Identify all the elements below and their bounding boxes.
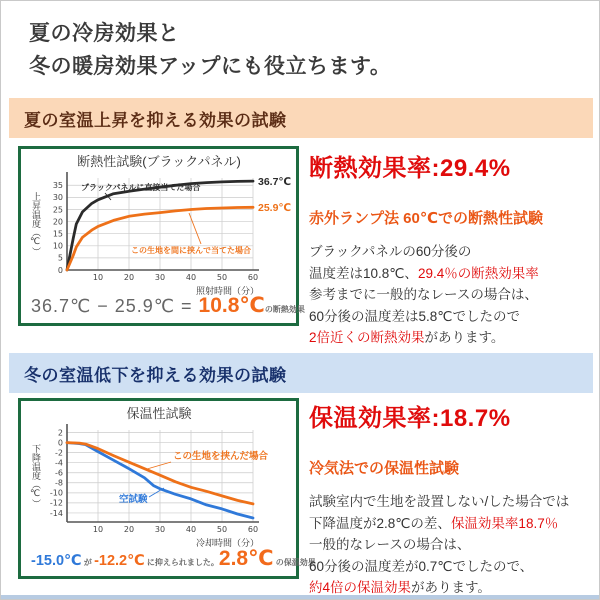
- body-line: [309, 534, 597, 556]
- body-line: [309, 284, 597, 306]
- svg-text:-12: -12: [49, 498, 63, 508]
- retention-description: [309, 491, 597, 599]
- text-segment: があります。: [411, 580, 491, 595]
- svg-text:この生地を間に挟んで当てた場合: この生地を間に挟んで当てた場合: [130, 246, 251, 255]
- text-segment: の保温効果: [273, 558, 316, 567]
- body-line: [309, 327, 597, 349]
- winter-section-header: [9, 353, 593, 393]
- text-segment: ブラックパネルの60分後の: [309, 244, 472, 259]
- svg-text:50: 50: [216, 525, 227, 534]
- svg-text:25: 25: [52, 205, 63, 215]
- svg-text:保温性試験: 保温性試験: [125, 406, 192, 421]
- text-segment: に抑えられました。: [144, 558, 219, 567]
- svg-text:2: 2: [57, 428, 63, 438]
- retention-rate-headline: 保温効果率:18.7%: [309, 405, 511, 432]
- text-segment: の断熱効果: [264, 305, 305, 314]
- insulation-line-chart: [23, 150, 295, 300]
- svg-text:この生地を挟んだ場合: この生地を挟んだ場合: [172, 451, 268, 462]
- body-line: [309, 556, 597, 578]
- svg-text:10: 10: [92, 525, 103, 534]
- retention-method-subtitle: 冷気法での保温性試験: [309, 460, 460, 477]
- heat-retention-line-chart: [23, 402, 295, 554]
- svg-text:0: 0: [57, 438, 63, 448]
- svg-text:-2: -2: [54, 448, 63, 458]
- svg-text:30: 30: [154, 525, 165, 534]
- heat-retention-formula: [31, 546, 316, 571]
- bottom-divider: [1, 595, 600, 600]
- svg-text:下降温度（℃）: 下降温度（℃）: [30, 444, 41, 508]
- svg-text:20: 20: [52, 217, 63, 227]
- svg-text:10: 10: [92, 273, 103, 282]
- svg-text:25.9℃: 25.9℃: [257, 202, 291, 214]
- text-segment: 下降温度が2.8℃の差、: [309, 515, 451, 531]
- svg-text:-10: -10: [49, 488, 63, 498]
- body-line: [309, 263, 597, 285]
- text-segment: 10.8℃: [198, 294, 265, 317]
- text-segment: 参考までに一般的なレースの場合は、: [309, 287, 538, 302]
- winter-result-column: [309, 398, 597, 599]
- text-segment: 36.7℃ − 25.9℃ =: [31, 296, 199, 316]
- svg-text:-14: -14: [49, 508, 63, 518]
- svg-text:36.7℃: 36.7℃: [257, 176, 291, 188]
- svg-text:30: 30: [154, 273, 165, 282]
- page-title-line2: 冬の暖房効果アップにも役立ちます。: [29, 55, 392, 78]
- svg-text:-6: -6: [54, 468, 63, 478]
- svg-text:60: 60: [247, 273, 258, 282]
- summer-result-column: [309, 148, 597, 349]
- summer-section-header-label: 夏の室温上昇を抑える効果の試験: [24, 110, 287, 130]
- svg-text:60: 60: [247, 525, 258, 534]
- text-segment: 一般的なレースの場合は、: [309, 537, 471, 552]
- svg-text:20: 20: [123, 273, 134, 282]
- body-line: [309, 491, 597, 513]
- svg-text:上昇温度（℃）: 上昇温度（℃）: [30, 192, 41, 256]
- text-segment: 試験室内で生地を設置しない/した場合では: [309, 494, 570, 509]
- text-segment: が: [81, 558, 95, 567]
- text-segment: 29.4％の断熱効果率: [417, 265, 539, 281]
- text-segment: -15.0℃: [31, 553, 82, 569]
- body-line: [309, 513, 597, 535]
- svg-text:40: 40: [185, 273, 196, 282]
- svg-text:-4: -4: [54, 458, 63, 468]
- svg-text:断熱性試験(ブラックパネル): 断熱性試験(ブラックパネル): [76, 154, 241, 169]
- svg-text:-8: -8: [54, 478, 63, 488]
- text-segment: 60分後の温度差が0.7℃でしたので、: [309, 558, 534, 574]
- page-title: [29, 17, 391, 83]
- svg-text:40: 40: [185, 525, 196, 534]
- insulation-test-panel: [18, 146, 305, 326]
- svg-text:20: 20: [123, 525, 134, 534]
- svg-text:空試験: 空試験: [118, 494, 148, 505]
- svg-text:冷却時間（分）: 冷却時間（分）: [195, 538, 259, 548]
- text-segment: -12.2℃: [94, 553, 145, 569]
- winter-section-header-label: 冬の室温低下を抑える効果の試験: [24, 365, 287, 385]
- insulation-method-subtitle: 赤外ランプ法 60℃での断熱性試験: [309, 210, 544, 227]
- svg-text:ブラックパネルに直接当てた場合: ブラックパネルに直接当てた場合: [80, 183, 200, 192]
- text-segment: 2.8℃: [218, 547, 274, 570]
- svg-text:0: 0: [57, 265, 63, 275]
- page-title-line1: 夏の冷房効果と: [29, 22, 180, 45]
- text-segment: 保温効果率18.7％: [450, 515, 559, 531]
- svg-text:15: 15: [52, 229, 63, 239]
- svg-text:30: 30: [52, 193, 63, 203]
- insulation-formula: [31, 293, 305, 318]
- insulation-description: [309, 241, 597, 349]
- svg-text:10: 10: [52, 241, 63, 251]
- body-line: [309, 241, 597, 263]
- svg-text:照射時間（分）: 照射時間（分）: [195, 286, 259, 296]
- text-segment: 温度差は10.8℃、: [309, 265, 418, 281]
- svg-text:50: 50: [216, 273, 227, 282]
- insulation-rate-headline: 断熱効果率:29.4%: [309, 155, 511, 182]
- text-segment: 約4倍の保温効果: [309, 580, 412, 595]
- summer-section-header: [9, 98, 593, 138]
- text-segment: があります。: [424, 330, 505, 345]
- svg-text:5: 5: [57, 253, 63, 263]
- text-segment: 60分後の温度差は5.8℃でしたので: [309, 308, 520, 324]
- svg-text:35: 35: [52, 181, 63, 191]
- text-segment: 2倍近くの断熱効果: [309, 330, 425, 345]
- body-line: [309, 306, 597, 328]
- heat-retention-test-panel: [18, 398, 316, 579]
